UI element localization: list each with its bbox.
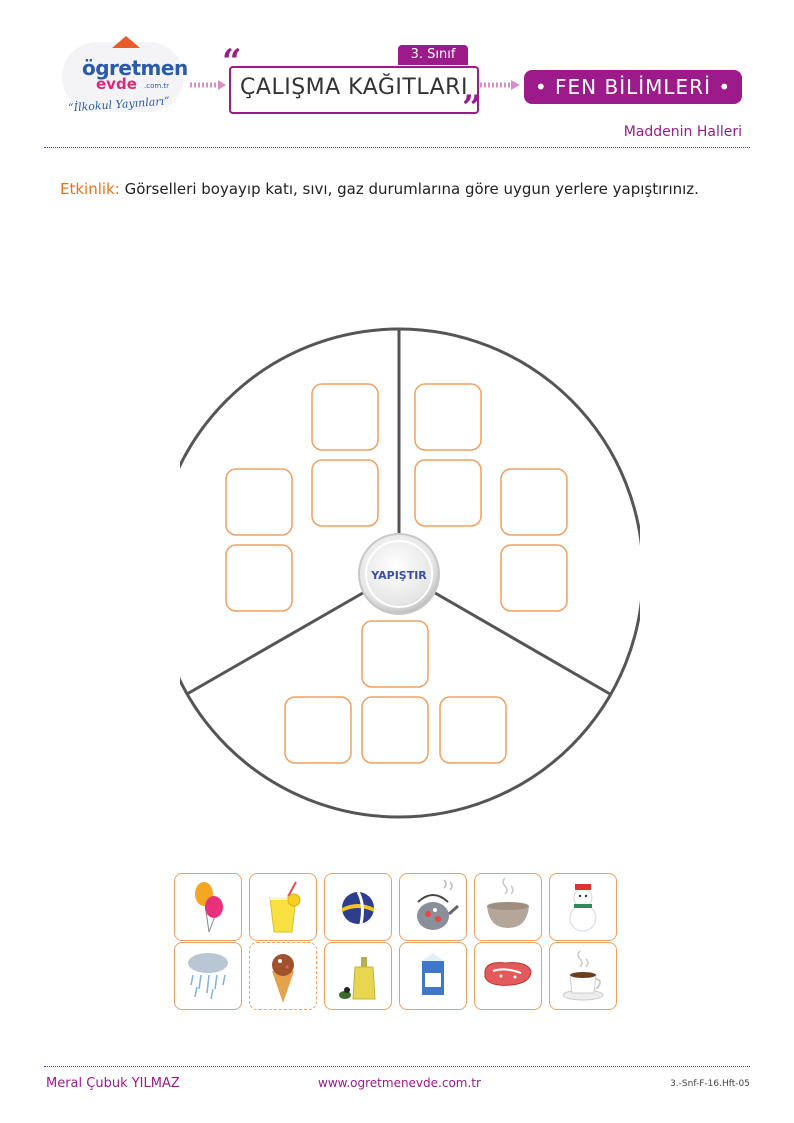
author-name: Meral Çubuk YILMAZ (46, 1076, 180, 1091)
activity-label: Etkinlik: (60, 180, 120, 198)
logo-word-ogretmen: ögretmen (82, 56, 188, 80)
picture-card[interactable] (324, 942, 392, 1010)
picture-card[interactable] (399, 942, 467, 1010)
worksheet-title-box (229, 66, 479, 114)
lemonade-glass-icon (250, 874, 316, 940)
paste-box[interactable] (362, 621, 428, 687)
website-link[interactable]: www.ogretmenevde.com.tr (318, 1076, 481, 1090)
paste-box[interactable] (501, 545, 567, 611)
snowman-icon (550, 874, 616, 940)
logo-domain: .com.tr (144, 82, 170, 90)
grade-tab: 3. Sınıf (398, 45, 468, 65)
steaming-bowl-icon (475, 874, 541, 940)
footer-divider (44, 1066, 750, 1067)
paste-box[interactable] (226, 545, 292, 611)
activity-text: Görselleri boyayıp katı, sıvı, gaz durumlarına göre uygun yerlere yapıştırınız. (124, 180, 699, 198)
steak-icon (475, 943, 541, 1009)
logo-subtitle: “İlkokul Yayınları” (67, 94, 171, 115)
picture-card[interactable] (249, 873, 317, 941)
paste-box[interactable] (312, 460, 378, 526)
paste-box[interactable] (285, 697, 351, 763)
paste-box[interactable] (312, 384, 378, 450)
house-roof-icon (112, 36, 140, 48)
picture-card[interactable] (474, 873, 542, 941)
paste-box[interactable] (440, 697, 506, 763)
balloons-icon (175, 874, 241, 940)
paste-box[interactable] (501, 469, 567, 535)
arrow-right-icon (190, 80, 226, 90)
picture-card[interactable] (549, 942, 617, 1010)
states-of-matter-circle (180, 324, 640, 822)
steaming-kettle-icon (400, 874, 466, 940)
rain-cloud-icon (175, 943, 241, 1009)
opening-quote-mark: “ (222, 42, 242, 82)
olive-oil-bottle-icon (325, 943, 391, 1009)
cutout-pictures (174, 873, 620, 1011)
paste-box[interactable] (362, 697, 428, 763)
picture-card[interactable] (174, 873, 242, 941)
subject-badge: • FEN BİLİMLERİ • (524, 70, 742, 104)
worksheet-code: 3.-Snf-F-16.Hft-05 (670, 1079, 750, 1089)
milk-carton-icon (400, 943, 466, 1009)
topic-title: Maddenin Halleri (623, 124, 742, 140)
header-divider (44, 147, 750, 148)
paste-box[interactable] (415, 384, 481, 450)
picture-card[interactable] (249, 942, 317, 1010)
hot-coffee-cup-icon (550, 943, 616, 1009)
publisher-logo (62, 34, 192, 126)
closing-quote-mark: ” (462, 88, 482, 128)
logo-word-evde: evde (96, 75, 137, 93)
volleyball-icon (325, 874, 391, 940)
worksheet-title: ÇALIŞMA KAĞITLARI (240, 75, 468, 100)
picture-card[interactable] (174, 942, 242, 1010)
picture-card[interactable] (549, 873, 617, 941)
ice-cream-cone-icon (250, 943, 316, 1009)
paste-box[interactable] (226, 469, 292, 535)
picture-card[interactable] (324, 873, 392, 941)
arrow-right-icon (480, 80, 520, 90)
picture-card[interactable] (474, 942, 542, 1010)
center-label: YAPIŞTIR (371, 569, 427, 582)
paste-box[interactable] (415, 460, 481, 526)
activity-instruction (60, 172, 736, 206)
picture-card[interactable] (399, 873, 467, 941)
